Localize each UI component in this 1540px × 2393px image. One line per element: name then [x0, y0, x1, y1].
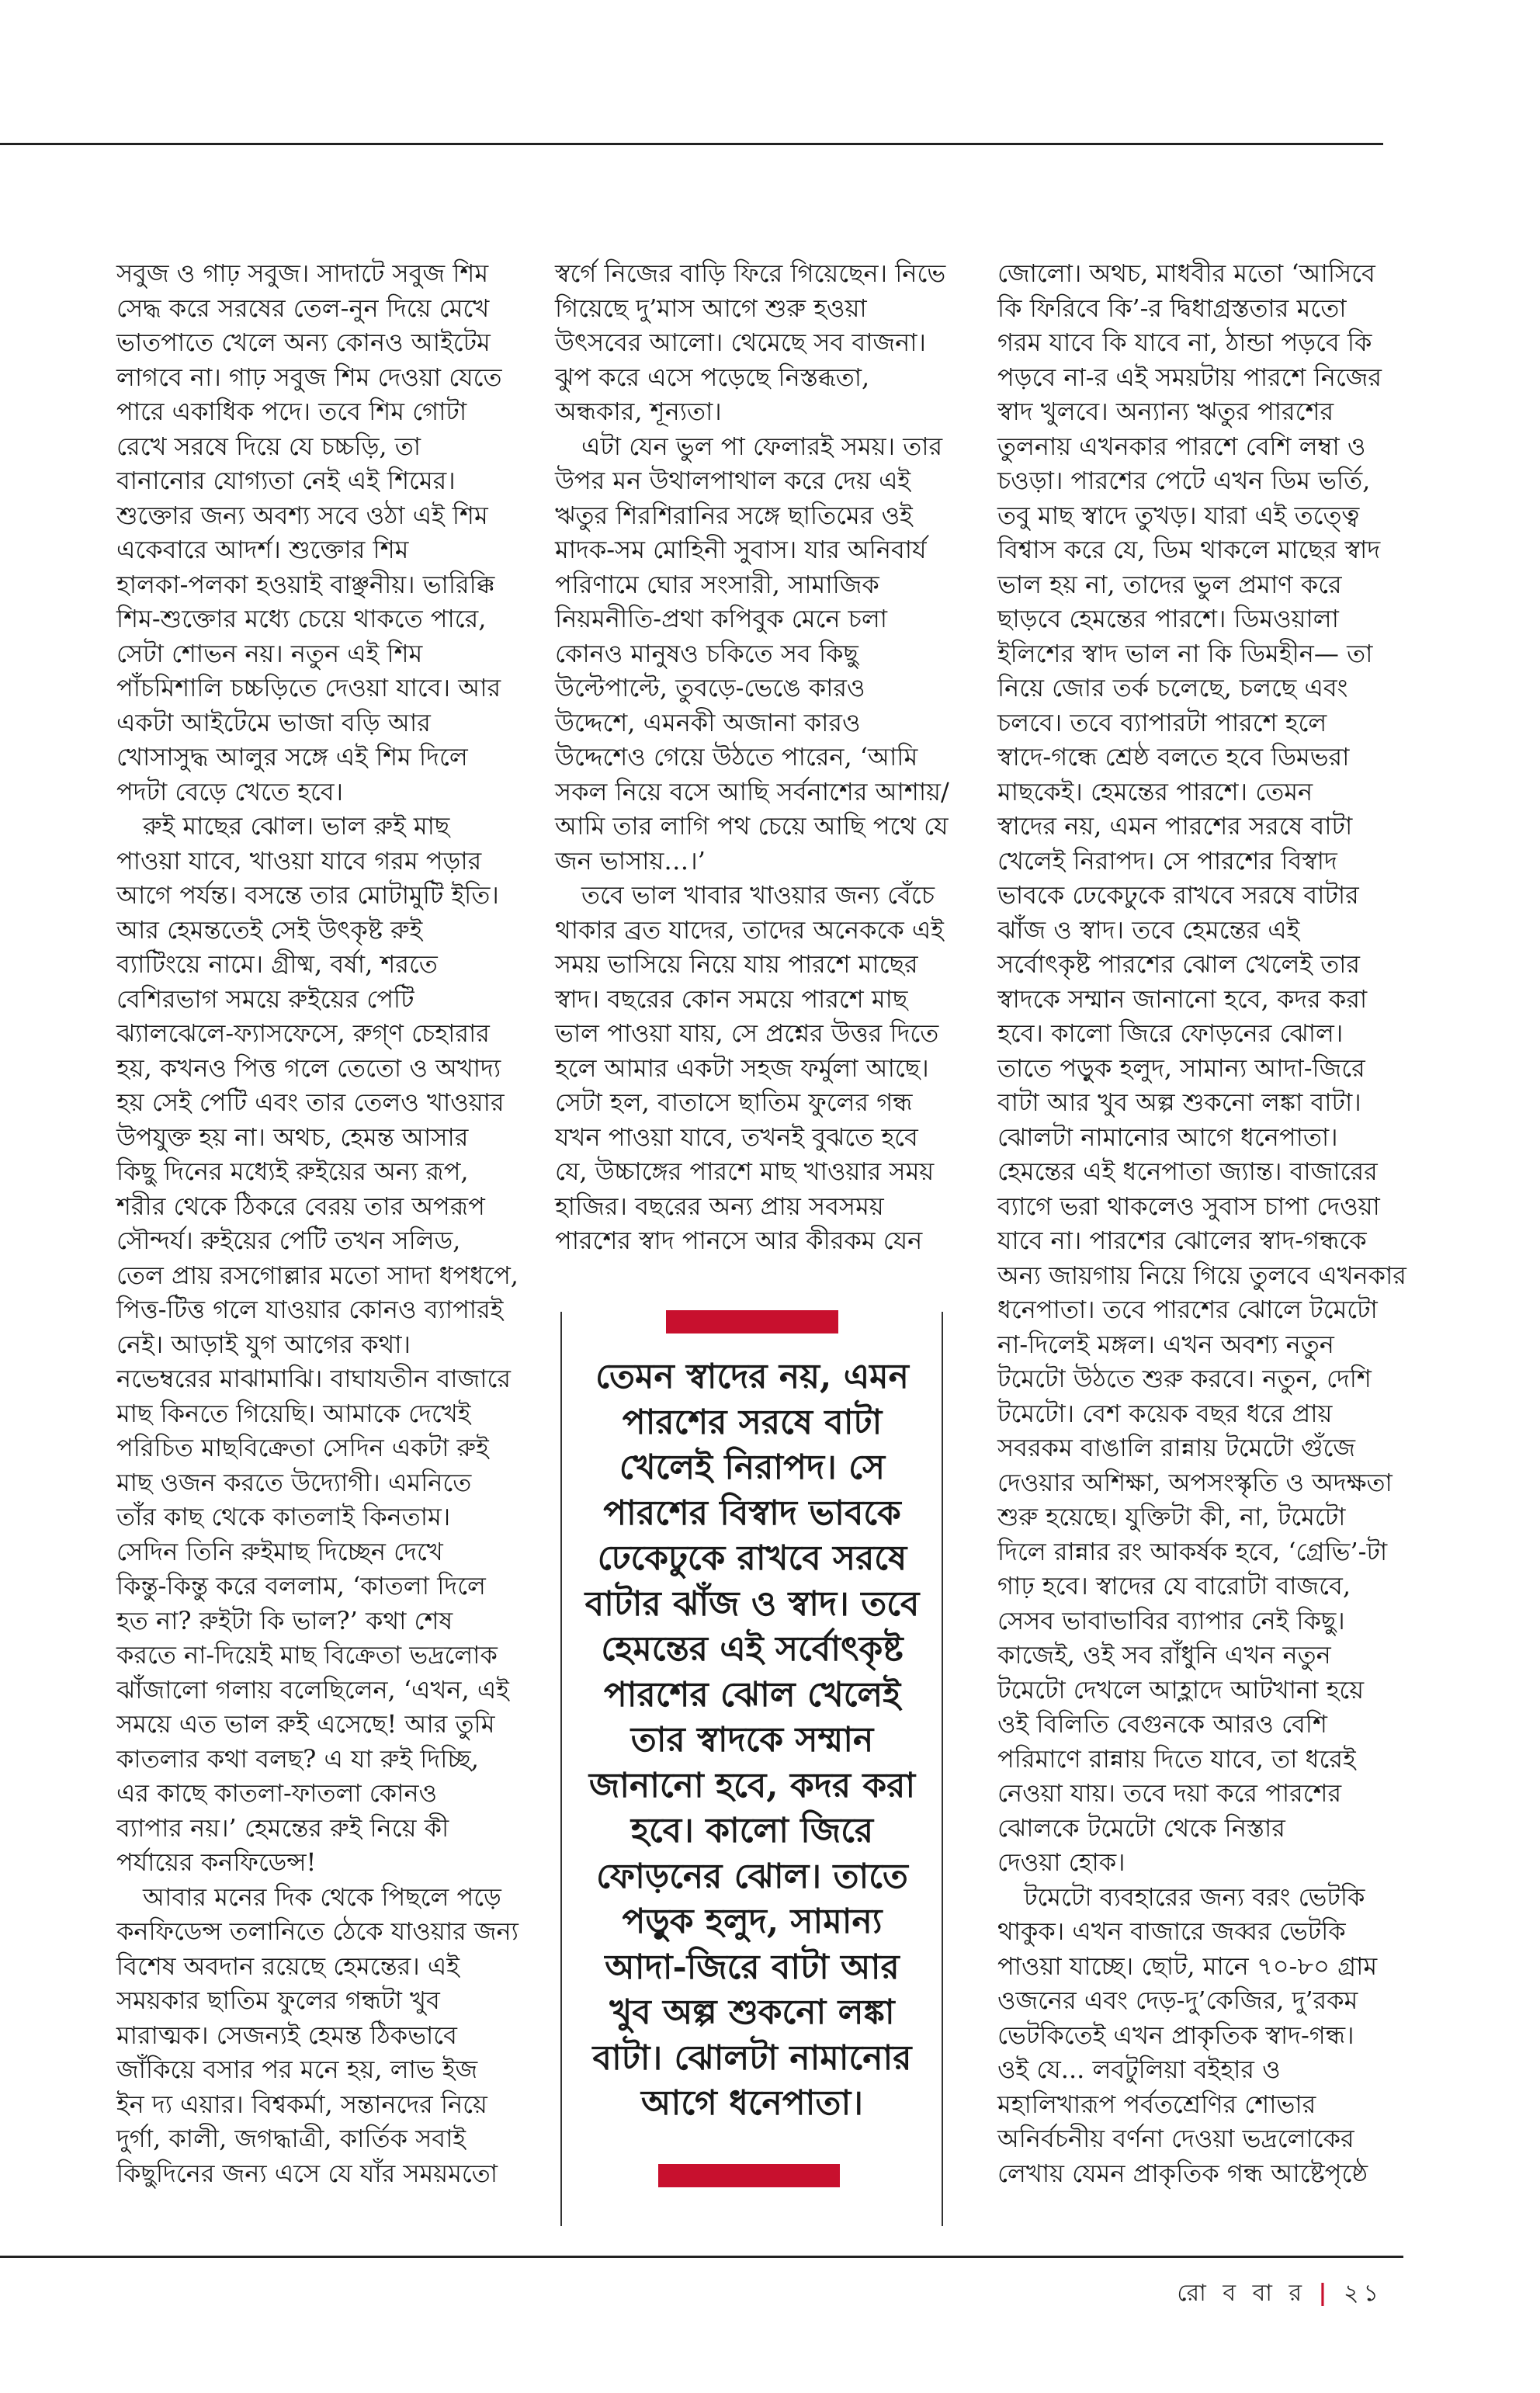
text-line: থাকুক। এখন বাজারে জব্বর ভেটকি [997, 1916, 1346, 1946]
text-line: নেওয়া যায়। তবে দয়া করে পারশের [997, 1778, 1342, 1808]
text-line: বিশ্বাস করে যে, ডিম থাকলে মাছের স্বাদ [997, 535, 1381, 564]
text-line: টমেটো দেখলে আহ্লাদে আটখানা হয়ে [997, 1674, 1365, 1705]
text-line: একটা আইটেমে ভাজা বড়ি আর [116, 707, 431, 737]
text-line: রুই মাছের ঝোল। ভাল রুই মাছ [143, 811, 450, 841]
text-line: ব্যাপার নয়।’ হেমন্তের রুই নিয়ে কী [116, 1812, 449, 1843]
text-line: লেখায় যেমন প্রাকৃতিক গন্ধ আষ্টেপৃষ্ঠে [997, 2158, 1368, 2188]
text-line: শিম-শুক্তোর মধ্যে চেয়ে থাকতে পারে, [116, 604, 487, 633]
text-line: যে, উচ্চাঙ্গের পারশে মাছ খাওয়ার সময় [555, 1157, 935, 1186]
text-line: ছাড়বে হেমন্তের পারশে। ডিমওয়ালা [997, 604, 1339, 633]
pull-quote-line: ঢেকেঢুকে রাখবে সরষে [597, 1538, 907, 1578]
text-line: থাকার ব্রত যাদের, তাদের অনেককে এই [555, 914, 944, 945]
text-line: পারে একাধিক পদে। তবে শিম গোটা [116, 397, 467, 426]
text-line: ঋতুর শিরশিরানির সঙ্গে ছাতিমের ওই [555, 500, 913, 530]
text-line: আর হেমন্ততেই সেই উৎকৃষ্ট রুই [116, 914, 423, 945]
text-line: ব্যাগে ভরা থাকলেও সুবাস চাপা দেওয়া [997, 1191, 1380, 1221]
text-line: রেখে সরষে দিয়ে যে চচ্চড়ি, তা [116, 431, 421, 461]
text-line: ঝাঁজ ও স্বাদ। তবে হেমন্তের এই [997, 914, 1300, 945]
text-line: ওজনের এবং দেড়-দু’কেজির, দু’রকম [997, 1985, 1358, 2015]
text-line: খোসাসুদ্ধ আলুর সঙ্গে এই শিম দিলে [116, 742, 468, 772]
text-line: হাজির। বছরের অন্য প্রায় সবসময় [555, 1191, 884, 1221]
text-line: পরিমাণে রান্নায় দিতে যাবে, তা ধরেই [997, 1743, 1356, 1774]
text-line: সৌন্দর্য। রুইয়ের পেটি তখন সলিড, [116, 1226, 461, 1255]
pull-quote-line: হবে। কালো জিরে [630, 1811, 874, 1850]
text-line: কনফিডেন্স তলানিতে ঠেকে যাওয়ার জন্য [116, 1916, 519, 1946]
text-line: মাছ কিনতে গিয়েছি। আমাকে দেখেই [116, 1398, 471, 1428]
text-line: হবে। কালো জিরে ফোড়নের ঝোল। [997, 1018, 1344, 1048]
text-line: সেদিন তিনি রুইমাছ দিচ্ছেন দেখে [116, 1536, 443, 1566]
text-line: ঝ্যালঝেলে-ফ্যাসফেসে, রুগ্ণ চেহারার [116, 1018, 490, 1048]
pull-quote-line: তেমন স্বাদের নয়, এমন [595, 1357, 909, 1396]
text-line: টমেটো উঠতে শুরু করবে। নতুন, দেশি [997, 1364, 1372, 1393]
text-line: হয়, কখনও পিত্ত গলে তেতো ও অখাদ্য [116, 1053, 501, 1083]
article-column-1 [116, 256, 520, 2190]
text-line: অন্ধকার, শূন্যতা। [555, 397, 722, 426]
page-footer [1177, 2274, 1383, 2314]
pull-quote-bottom-bar [658, 2164, 840, 2187]
text-line: দুর্গা, কালী, জগদ্ধাত্রী, কার্তিক সবাই [116, 2124, 467, 2153]
top-rule [0, 143, 1383, 145]
text-line: পর্যায়ের কনফিডেন্স! [116, 1847, 317, 1877]
text-line: স্বাদে-গন্ধে শ্রেষ্ঠ বলতে হবে ডিমভরা [997, 742, 1350, 772]
text-line: ঝোলকে টমেটো থেকে নিস্তার [997, 1812, 1285, 1843]
text-line: উপর মন উথালপাথাল করে দেয় এই [555, 466, 911, 495]
text-line: তাতে পড়ুক হলুদ, সামান্য আদা-জিরে [997, 1053, 1365, 1083]
bottom-rule [0, 2256, 1403, 2258]
text-line: করতে না-দিয়েই মাছ বিক্রেতা ভদ্রলোক [116, 1640, 498, 1670]
text-line: কি ফিরিবে কি’-র দ্বিধাগ্রস্ততার মতো [997, 293, 1347, 323]
text-line: হেমন্তের এই ধনেপাতা জ্যান্ত। বাজারের [997, 1157, 1378, 1186]
text-line: ভাবকে ঢেকেঢুকে রাখবে সরষে বাটার [997, 880, 1359, 910]
text-line: স্বাদকে সম্মান জানানো হবে, কদর করা [997, 983, 1368, 1014]
text-line: টমেটো। বেশ কয়েক বছর ধরে প্রায় [997, 1398, 1333, 1428]
text-line: মাছকেই। হেমন্তের পারশে। তেমন [997, 776, 1313, 806]
text-line: পদটা বেড়ে খেতে হবে। [116, 776, 344, 806]
text-line: যাবে না। পারশের ঝোলের স্বাদ-গন্ধকে [997, 1226, 1367, 1255]
text-line: নেই। আড়াই যুগ আগের কথা। [116, 1329, 411, 1359]
text-line: ভাল হয় না, তাদের ভুল প্রমাণ করে [997, 569, 1342, 599]
text-line: পিত্ত-টিত্ত গলে যাওয়ার কোনও ব্যাপারই [116, 1295, 504, 1324]
text-line: তুলনায় এখনকার পারশে বেশি লম্বা ও [997, 431, 1366, 461]
text-line: নিয়ে জোর তর্ক চলেছে, চলছে এবং [997, 673, 1348, 702]
text-line: সময়কার ছাতিম ফুলের গন্ধটা খুব [116, 1985, 440, 2015]
text-line: মাছ ওজন করতে উদ্যোগী। এমনিতে [116, 1467, 472, 1497]
text-line: স্বর্গে নিজের বাড়ি ফিরে গিয়েছেন। নিভে [555, 258, 946, 288]
text-line: সেদ্ধ করে সরষের তেল-নুন দিয়ে মেখে [116, 293, 490, 323]
text-line: ইলিশের স্বাদ ভাল না কি ডিমহীন— তা [997, 638, 1373, 668]
pull-quote-line: পড়ুক হলুদ, সামান্য [622, 1902, 883, 1941]
text-line: তাঁর কাছ থেকে কাতলাই কিনতাম। [116, 1502, 451, 1531]
pull-quote-line: জানানো হবে, কদর করা [588, 1765, 916, 1805]
text-line: ওই যে... লবটুলিয়া বইহার ও [997, 2055, 1281, 2084]
text-line: কোনও মানুষও চকিতে সব কিছু [555, 638, 858, 668]
text-line: মাদক-সম মোহিনী সুবাস। যার অনিবার্য [555, 535, 927, 564]
text-line: উদ্দেশে, এমনকী অজানা কারও [555, 707, 861, 737]
text-line: স্বাদ খুলবে। অন্যান্য ঋতুর পারশের [997, 397, 1334, 426]
text-line: ওই বিলিতি বেগুনকে আরও বেশি [997, 1709, 1327, 1739]
text-line: মহালিখারূপ পর্বতশ্রেণির শোভার [997, 2089, 1316, 2119]
text-line: জন ভাসায়…।’ [555, 845, 706, 876]
pull-quote-line: বাটার ঝাঁজ ও স্বাদ। তবে [584, 1583, 920, 1624]
text-line: পড়বে না-র এই সময়টায় পারশে নিজের [997, 362, 1382, 392]
text-line: এটা যেন ভুল পা ফেলারই সময়। তার [581, 431, 943, 461]
text-line: সেটা হল, বাতাসে ছাতিম ফুলের গন্ধ [555, 1087, 913, 1117]
text-line: কিন্তু-কিন্তু করে বললাম, ‘কাতলা দিলে [116, 1571, 486, 1601]
text-line: স্বাদের নয়, এমন পারশের সরষে বাটা [997, 811, 1353, 841]
pull-quote-line: আদা-জিরে বাটা আর [605, 1947, 900, 1987]
text-line: পারশের স্বাদ পানসে আর কীরকম যেন [555, 1226, 923, 1255]
text-line: সেটা শোভন নয়। নতুন এই শিম [116, 638, 423, 668]
text-line: একেবারে আদর্শ। শুক্তোর শিম [116, 535, 409, 564]
text-line: ধনেপাতা। তবে পারশের ঝোলে টমেটো [997, 1295, 1378, 1324]
text-line: জোলো। অথচ, মাধবীর মতো ‘আসিবে [997, 258, 1375, 288]
pull-quote-line: পারশের ঝোল খেলেই [603, 1674, 901, 1715]
text-line: স্বাদ। বছরের কোন সময়ে পারশে মাছ [555, 983, 908, 1014]
pull-quote-line: হেমন্তের এই সর্বোৎকৃষ্ট [601, 1629, 904, 1669]
text-line: হয় সেই পেটি এবং তার তেলও খাওয়ার [116, 1087, 505, 1117]
text-line: বাটা আর খুব অল্প শুকনো লঙ্কা বাটা। [997, 1087, 1361, 1117]
text-line: গাঢ় হবে। স্বাদের যে বারোটা বাজবে, [997, 1571, 1351, 1601]
text-line: পরিচিত মাছবিক্রেতা সেদিন একটা রুই [116, 1433, 489, 1462]
text-line: ঝুপ করে এসে পড়েছে নিস্তব্ধতা, [555, 362, 870, 392]
text-line: অনির্বচনীয় বর্ণনা দেওয়া ভদ্রলোকের [997, 2124, 1354, 2153]
text-line: এর কাছে কাতলা-ফাতলা কোনও [116, 1778, 438, 1808]
text-line: সময়ে এত ভাল রুই এসেছে! আর তুমি [116, 1709, 495, 1739]
text-line: পাঁচমিশালি চচ্চড়িতে দেওয়া যাবে। আর [116, 673, 501, 702]
text-line: ঝোলটা নামানোর আগে ধনেপাতা। [997, 1122, 1338, 1152]
text-line: মারাত্মক। সেজন্যই হেমন্ত ঠিকভাবে [116, 2020, 457, 2050]
text-line: কাজেই, ওই সব রাঁধুনি এখন নতুন [997, 1640, 1331, 1670]
text-line: চলবে। তবে ব্যাপারটা পারশে হলে [997, 707, 1327, 737]
text-line: যখন পাওয়া যাবে, তখনই বুঝতে হবে [555, 1122, 918, 1152]
text-line: দিলে রান্নার রং আকর্ষক হবে, ‘গ্রেভি’-টা [997, 1536, 1388, 1566]
text-line: না-দিলেই মঙ্গল। এখন অবশ্য নতুন [997, 1329, 1334, 1359]
text-line: কাতলার কথা বলছ? এ যা রুই দিচ্ছি, [116, 1743, 479, 1774]
text-line: সবরকম বাঙালি রান্নায় টমেটো গুঁজে [997, 1433, 1356, 1462]
text-line: নিয়মনীতি-প্রথা কপিবুক মেনে চলা [555, 604, 888, 633]
text-line: সেসব ভাবাভাবির ব্যাপার নেই কিছু। [997, 1605, 1345, 1635]
text-line: সর্বোৎকৃষ্ট পারশের ঝোল খেলেই তার [997, 949, 1361, 979]
text-line: ভাল পাওয়া যায়, সে প্রশ্নের উত্তর দিতে [555, 1018, 939, 1048]
page-number: ২১ [1344, 2280, 1383, 2307]
text-line: ভেটকিতেই এখন প্রাকৃতিক স্বাদ-গন্ধ। [997, 2020, 1354, 2050]
text-line: ব্যাটিংয়ে নামে। গ্রীষ্ম, বর্ষা, শরতে [116, 949, 438, 979]
text-line: হালকা-পলকা হওয়াই বাঞ্ছনীয়। ভারিক্কি [116, 569, 495, 599]
text-line: জাঁকিয়ে বসার পর মনে হয়, লাভ ইজ [116, 2055, 478, 2084]
pull-quote-line: পারশের বিস্বাদ ভাবকে [603, 1493, 901, 1533]
text-line: খেলেই নিরাপদ। সে পারশের বিস্বাদ [997, 845, 1337, 876]
text-line: পাওয়া যাচ্ছে। ছোট, মানে ৭০-৮০ গ্রাম [997, 1951, 1378, 1981]
pull-quote-line: খুব অল্প শুকনো লঙ্কা [609, 1992, 895, 2032]
pull-quote [562, 1354, 942, 2127]
footer-separator: | [1318, 2280, 1332, 2307]
text-line: সবুজ ও গাঢ় সবুজ। সাদাটে সবুজ শিম [116, 258, 489, 288]
text-line: উপযুক্ত হয় না। অথচ, হেমন্ত আসার [116, 1122, 469, 1152]
text-line: দেওয়া হোক। [997, 1847, 1126, 1877]
pull-quote-line: খেলেই নিরাপদ। সে [619, 1448, 886, 1487]
pull-quote-line: পারশের সরষে বাটা [622, 1402, 883, 1442]
text-line: সময় ভাসিয়ে নিয়ে যায় পারশে মাছের [555, 949, 918, 979]
text-line: বানানোর যোগ্যতা নেই এই শিমের। [116, 466, 456, 495]
text-line: আমি তার লাগি পথ চেয়ে আছি পথে যে [555, 811, 949, 841]
text-line: ঝাঁজালো গলায় বলেছিলেন, ‘এখন, এই [116, 1674, 509, 1705]
text-line: তেল প্রায় রসগোল্লার মতো সাদা ধপধপে, [116, 1260, 519, 1290]
text-line: ইন দ্য এয়ার। বিশ্বকর্মা, সন্তানদের নিয়ে [116, 2089, 487, 2119]
text-line: বিশেষ অবদান রয়েছে হেমন্তের। এই [116, 1951, 460, 1981]
text-line: টমেটো ব্যবহারের জন্য বরং ভেটকি [1024, 1881, 1365, 1912]
text-line: বেশিরভাগ সময়ে রুইয়ের পেটি [116, 983, 414, 1014]
text-line: পরিণামে ঘোর সংসারী, সামাজিক [555, 569, 879, 599]
text-line: সকল নিয়ে বসে আছি সর্বনাশের আশায়/ [555, 776, 949, 806]
text-line: কিছুদিনের জন্য এসে যে যাঁর সময়মতো [116, 2158, 498, 2188]
text-line: তবু মাছ স্বাদে তুখড়। যারা এই তত্ত্বে [997, 500, 1360, 530]
text-line: ভাতপাতে খেলে অন্য কোনও আইটেম [116, 328, 491, 357]
pull-quote-line: ফোড়নের ঝোল। তাতে [596, 1856, 908, 1896]
text-line: শরীর থেকে ঠিকরে বেরয় তার অপরূপ [116, 1191, 485, 1221]
article-column-2 [555, 256, 949, 1258]
text-line: অন্য জায়গায় নিয়ে গিয়ে তুলবে এখনকার [997, 1260, 1406, 1290]
magazine-name: রো ব বা র [1177, 2280, 1306, 2307]
pull-quote-top-bar [666, 1310, 838, 1333]
text-line: উল্টেপাল্টে, তুবড়ে-ভেঙে কারও [555, 673, 865, 702]
text-line: উৎসবের আলো। থেমেছে সব বাজনা। [555, 328, 926, 357]
text-line: লাগবে না। গাঢ় সবুজ শিম দেওয়া যেতে [116, 362, 502, 392]
text-line: দেওয়ার অশিক্ষা, অপসংস্কৃতি ও অদক্ষতা [997, 1467, 1393, 1497]
text-line: কিছু দিনের মধ্যেই রুইয়ের অন্য রূপ, [116, 1157, 469, 1186]
text-line: গিয়েছে দু’মাস আগে শুরু হওয়া [555, 293, 867, 323]
pull-quote-line: তার স্বাদকে সম্মান [630, 1720, 874, 1760]
text-line: হত না? রুইটা কি ভাল?’ কথা শেষ [116, 1605, 453, 1635]
text-line: আগে পর্যন্ত। বসন্তে তার মোটামুটি ইতি। [116, 880, 499, 910]
text-line: আবার মনের দিক থেকে পিছলে পড়ে [143, 1881, 501, 1912]
text-line: গরম যাবে কি যাবে না, ঠান্ডা পড়বে কি [997, 328, 1372, 357]
text-line: উদ্দেশেও গেয়ে উঠতে পারেন, ‘আমি [555, 742, 918, 772]
pull-quote-line: আগে ধনেপাতা। [641, 2083, 863, 2123]
pull-quote-line: বাটা। ঝোলটা নামানোর [592, 2038, 912, 2078]
text-line: নভেম্বরের মাঝামাঝি। বাঘাযতীন বাজারে [116, 1364, 511, 1393]
text-line: তবে ভাল খাবার খাওয়ার জন্য বেঁচে [581, 880, 935, 910]
text-line: চওড়া। পারশের পেটে এখন ডিম ভর্তি, [997, 466, 1371, 495]
article-column-3 [997, 256, 1406, 2190]
text-line: পাওয়া যাবে, খাওয়া যাবে গরম পড়ার [116, 845, 482, 876]
text-line: হলে আমার একটা সহজ ফর্মুলা আছে। [555, 1053, 929, 1083]
text-line: শুক্তোর জন্য অবশ্য সবে ওঠা এই শিম [116, 500, 488, 530]
text-line: শুরু হয়েছে। যুক্তিটা কী, না, টমেটো [997, 1502, 1346, 1531]
